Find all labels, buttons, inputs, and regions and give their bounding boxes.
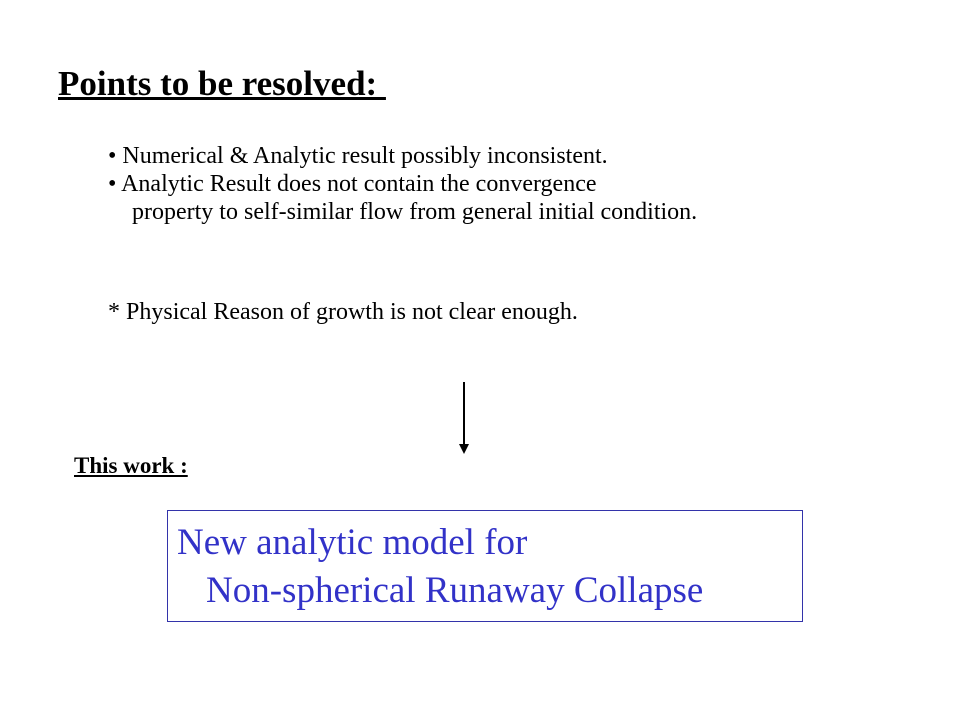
points-list [108, 142, 697, 226]
model-box [167, 510, 803, 622]
slide-title: Points to be resolved: [58, 64, 386, 103]
bullet-item: • Analytic Result does not contain the convergence [108, 171, 597, 197]
model-box-line-2: Non-spherical Runaway Collapse [206, 570, 704, 611]
down-arrow-shaft [463, 382, 465, 446]
this-work-label: This work : [74, 453, 188, 478]
down-arrow-icon [459, 444, 469, 454]
bullet-item: • Numerical & Analytic result possibly inconsistent. [108, 143, 608, 169]
model-box-line-1: New analytic model for [177, 522, 528, 563]
bullet-item-continuation: property to self-similar flow from general initial condition. [132, 199, 698, 225]
physical-reason-note: * Physical Reason of growth is not clear enough. [108, 299, 578, 325]
